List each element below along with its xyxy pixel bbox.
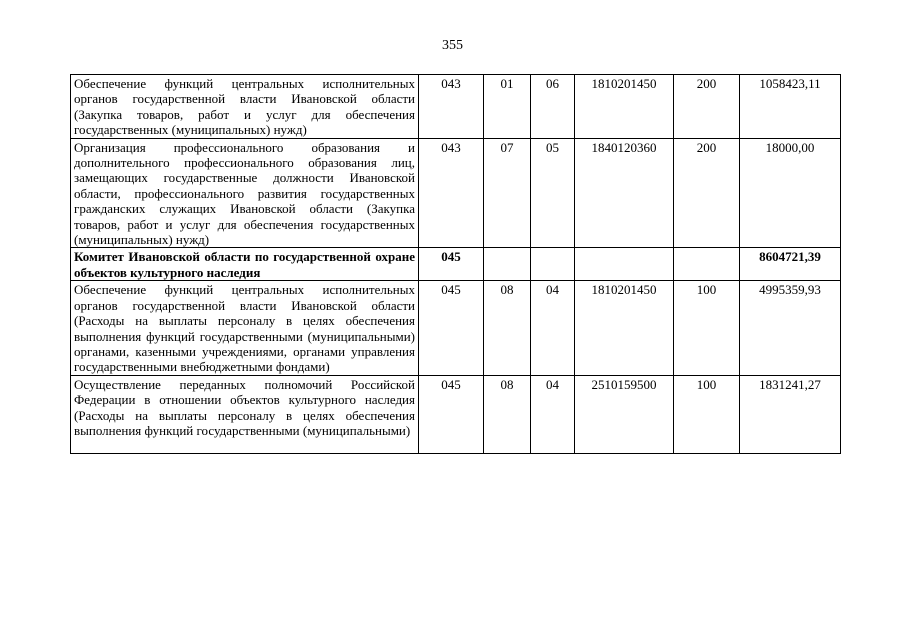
page-number: 355 xyxy=(442,38,463,53)
row-sum: 8604721,39 xyxy=(740,248,841,281)
row-pr: 04 xyxy=(531,281,575,375)
row-ved: 045 xyxy=(419,281,484,375)
row-sum: 1058423,11 xyxy=(740,75,841,139)
row-ved: 043 xyxy=(419,75,484,139)
row-name: Осуществление переданных полномочий Российской Федерации в отношении объектов культурного наследия (Расходы на выплаты персоналу в целях обеспечения выполнения функций государственными (муниципальными) xyxy=(71,375,419,453)
row-csr: 1810201450 xyxy=(575,75,674,139)
row-vr: 100 xyxy=(674,375,740,453)
row-csr: 1810201450 xyxy=(575,281,674,375)
row-rz: 08 xyxy=(484,281,531,375)
table-row xyxy=(71,375,841,453)
row-vr: 200 xyxy=(674,75,740,139)
row-pr: 04 xyxy=(531,375,575,453)
row-rz xyxy=(484,248,531,281)
row-ved: 043 xyxy=(419,138,484,248)
row-name: Комитет Ивановской области по государственной охране объектов культурного наследия xyxy=(71,248,419,281)
row-name: Обеспечение функций центральных исполнительных органов государственной власти Ивановской области (Закупка товаров, работ и услуг для обеспечения государственных (муниципальных) нужд) xyxy=(71,75,419,139)
row-sum: 1831241,27 xyxy=(740,375,841,453)
row-rz: 07 xyxy=(484,138,531,248)
row-vr xyxy=(674,248,740,281)
row-csr xyxy=(575,248,674,281)
row-csr: 1840120360 xyxy=(575,138,674,248)
table-row xyxy=(71,75,841,139)
row-rz: 08 xyxy=(484,375,531,453)
row-sum: 18000,00 xyxy=(740,138,841,248)
budget-table xyxy=(70,74,841,454)
row-ved: 045 xyxy=(419,248,484,281)
row-name: Организация профессионального образования и дополнительного профессионального образования лиц, замещающих государственные должности Ивановской области, профессионального развития государственных гражданских служащих Ивановской области (Закупка товаров, работ и услуг для обеспечения государственных (муниципальных) нужд) xyxy=(71,138,419,248)
row-vr: 100 xyxy=(674,281,740,375)
row-vr: 200 xyxy=(674,138,740,248)
table-row xyxy=(71,138,841,248)
row-sum: 4995359,93 xyxy=(740,281,841,375)
row-pr: 05 xyxy=(531,138,575,248)
row-rz: 01 xyxy=(484,75,531,139)
row-pr: 06 xyxy=(531,75,575,139)
row-name: Обеспечение функций центральных исполнительных органов государственной власти Ивановской области (Расходы на выплаты персоналу в целях обеспечения выполнения функций государственными (муниципальными) органами, казенными учреждениями, органами управления государственными внебюджетными фондами) xyxy=(71,281,419,375)
row-pr xyxy=(531,248,575,281)
row-csr: 2510159500 xyxy=(575,375,674,453)
table-row xyxy=(71,281,841,375)
table-row-department xyxy=(71,248,841,281)
row-ved: 045 xyxy=(419,375,484,453)
